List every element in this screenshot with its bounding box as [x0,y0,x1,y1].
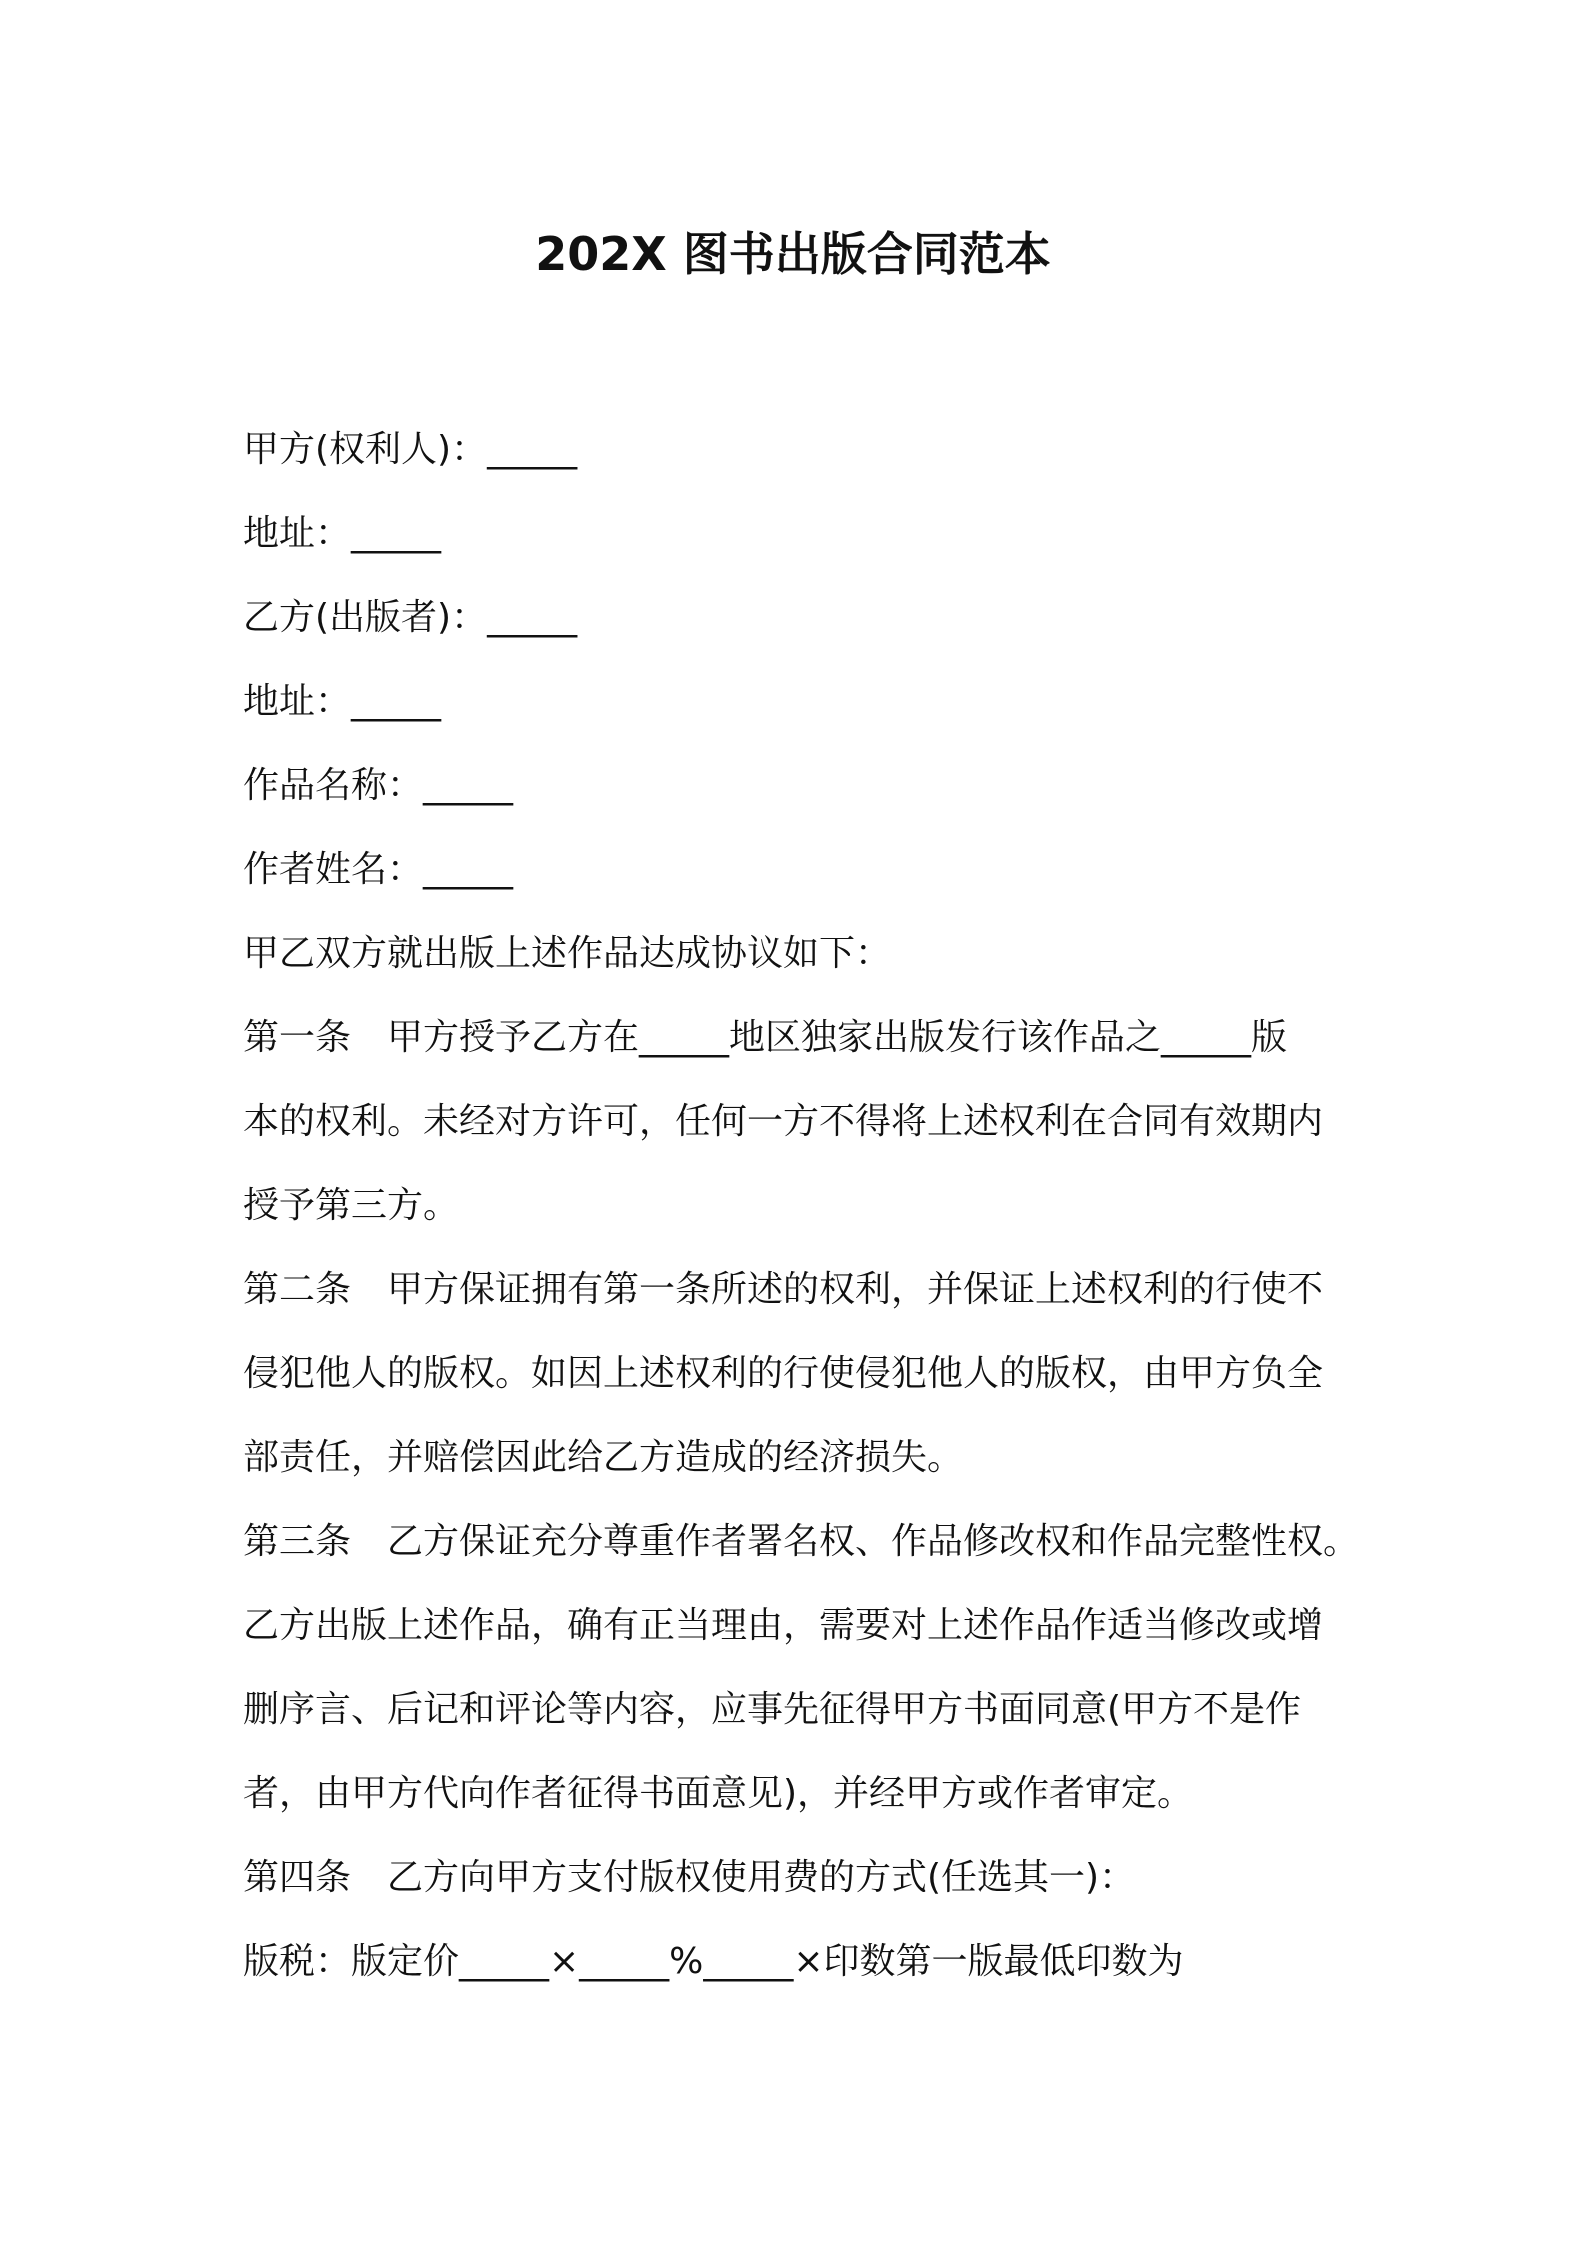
article-2-line-1: 第二条 甲方保证拥有第一条所述的权利，并保证上述权利的行使不 [243,1269,1324,1310]
article-3-line-3: 删序言、后记和评论等内容，应事先征得甲方书面同意(甲方不是作 [243,1689,1302,1730]
article-2-line-2: 侵犯他人的版权。如因上述权利的行使侵犯他人的版权，由甲方负全 [243,1353,1324,1394]
party-a-line: 甲方(权利人)：_____ [243,429,578,470]
document-title: 202X 图书出版合同范本 [535,227,1051,281]
party-b-line: 乙方(出版者)：_____ [243,597,578,638]
party-a-address-line: 地址：_____ [243,513,442,554]
author-name-line: 作者姓名：_____ [243,849,514,890]
article-4-line-1: 第四条 乙方向甲方支付版权使用费的方式(任选其一)： [243,1857,1136,1898]
article-3-line-2: 乙方出版上述作品，确有正当理由，需要对上述作品作适当修改或增 [243,1605,1324,1646]
article-2-line-3: 部责任，并赔偿因此给乙方造成的经济损失。 [243,1437,964,1478]
royalty-line: 版税：版定价_____×_____%_____×印数第一版最低印数为 [243,1941,1184,1982]
article-1-line-3: 授予第三方。 [243,1185,460,1226]
article-1-line-2: 本的权利。未经对方许可，任何一方不得将上述权利在合同有效期内 [243,1101,1324,1142]
article-3-line-4: 者，由甲方代向作者征得书面意见)，并经甲方或作者审定。 [243,1773,1194,1814]
article-1-line-1: 第一条 甲方授予乙方在_____地区独家出版发行该作品之_____版 [243,1017,1288,1058]
document-body [243,408,1383,2004]
party-b-address-line: 地址：_____ [243,681,442,722]
work-title-line: 作品名称：_____ [243,765,514,806]
agreement-intro-line: 甲乙双方就出版上述作品达成协议如下： [243,933,892,974]
article-3-line-1: 第三条 乙方保证充分尊重作者署名权、作品修改权和作品完整性权。 [243,1521,1360,1562]
